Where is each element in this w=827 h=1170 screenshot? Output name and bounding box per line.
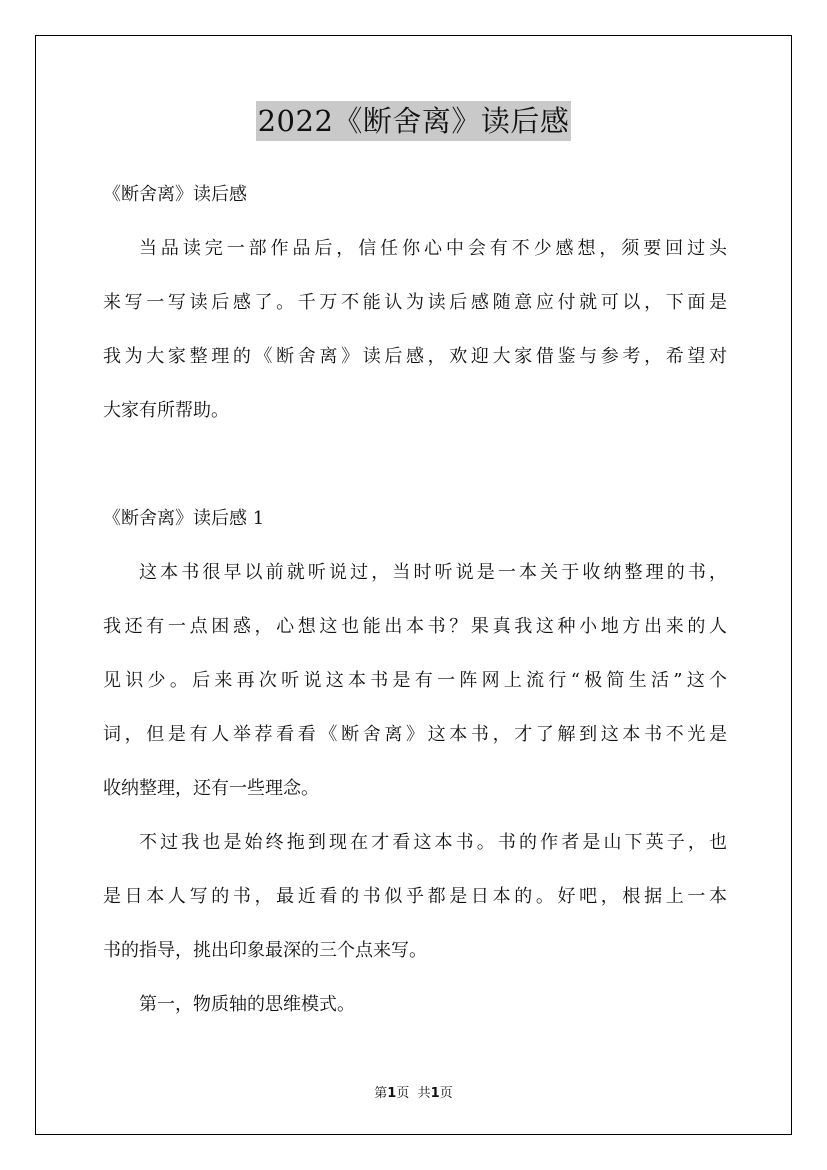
- page-footer: [0, 1082, 827, 1101]
- paragraph-line: 词，但是有人举荐看看《断舍离》这本书，才了解到这本书不光是: [103, 724, 727, 745]
- footer-total-number: 1: [430, 1086, 440, 1101]
- paragraph-line: 不过我也是始终拖到现在才看这本书。书的作者是山下英子，也: [139, 832, 727, 853]
- footer-total-prefix: 共: [417, 1086, 431, 1101]
- section1-paragraph-2: [103, 816, 727, 978]
- document-title: [0, 101, 827, 141]
- intro-paragraph-line: 来写一写读后感了。千万不能认为读后感随意应付就可以，下面是: [103, 292, 727, 313]
- paragraph-line: 这本书很早以前就听说过，当时听说是一本关于收纳整理的书，: [139, 562, 727, 583]
- intro-paragraph: [103, 222, 727, 438]
- footer-total-suffix: 页: [439, 1086, 453, 1101]
- paragraph-line: 书的指导，挑出印象最深的三个点来写。: [103, 940, 427, 961]
- footer-page-suffix: 页: [396, 1086, 410, 1101]
- section1-paragraph-3: [103, 978, 727, 1032]
- section1-heading: 《断舍离》读后感 1: [103, 508, 265, 529]
- section1-paragraph-1: [103, 546, 727, 816]
- intro-paragraph-line: 大家有所帮助。: [103, 400, 229, 421]
- section-spacer: [103, 438, 727, 492]
- intro-paragraph-line: 我为大家整理的《断舍离》读后感，欢迎大家借鉴与参考，希望对: [103, 346, 727, 367]
- paragraph-line: 我还有一点困惑，心想这也能出本书？果真我这种小地方出来的人: [103, 616, 727, 637]
- document-title-text: 2022《断舍离》读后感: [256, 101, 572, 141]
- footer-page-prefix: 第: [374, 1086, 388, 1101]
- paragraph-line: 收纳整理，还有一些理念。: [103, 778, 319, 799]
- document-body: [103, 168, 727, 1032]
- intro-paragraph-line: 当品读完一部作品后，信任你心中会有不少感想，须要回过头: [139, 238, 727, 259]
- paragraph-line: 第一，物质轴的思维模式。: [139, 994, 355, 1015]
- paragraph-line: 是日本人写的书，最近看的书似乎都是日本的。好吧，根据上一本: [103, 886, 727, 907]
- footer-page-number: 1: [387, 1086, 397, 1101]
- paragraph-line: 见识少。后来再次听说这本书是有一阵网上流行“极简生活”这个: [103, 670, 727, 691]
- intro-heading: 《断舍离》读后感: [103, 184, 247, 205]
